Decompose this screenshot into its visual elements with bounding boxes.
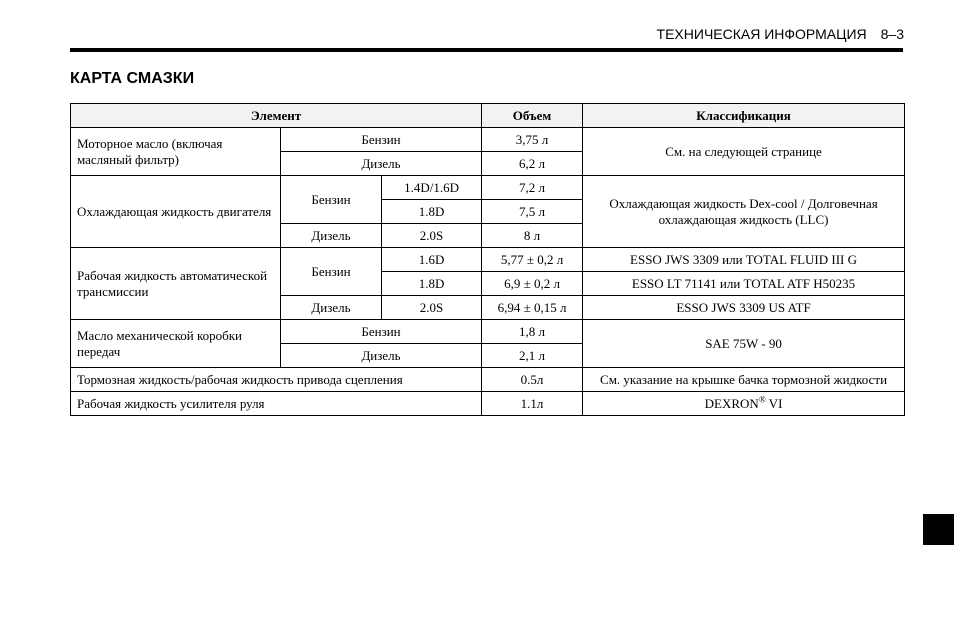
coolant-petrol: Бензин xyxy=(281,176,382,224)
header-classification: Классификация xyxy=(583,104,905,128)
engine-oil-diesel: Дизель xyxy=(281,152,482,176)
coolant-classification: Охлаждающая жидкость Dex-cool / Долговечная охлаждающая жидкость (LLC) xyxy=(583,176,905,248)
table-row xyxy=(71,320,905,344)
lubrication-table xyxy=(70,103,905,416)
atf-class-2: ESSO LT 71141 или TOTAL ATF H50235 xyxy=(583,272,905,296)
engine-oil-diesel-volume: 6,2 л xyxy=(482,152,583,176)
table-row xyxy=(71,368,905,392)
engine-oil-petrol-volume: 3,75 л xyxy=(482,128,583,152)
chapter-tab-marker xyxy=(923,514,954,545)
manual-gearbox-label: Масло механической коробки передач xyxy=(71,320,281,368)
coolant-engine-3: 2.0S xyxy=(382,224,482,248)
atf-volume-3: 6,94 ± 0,15 л xyxy=(482,296,583,320)
atf-label: Рабочая жидкость автоматической трансмиссии xyxy=(71,248,281,320)
table-row xyxy=(71,128,905,152)
power-steering-class-name: DEXRON xyxy=(704,395,759,411)
atf-volume-2: 6,9 ± 0,2 л xyxy=(482,272,583,296)
header-element: Элемент xyxy=(71,104,482,128)
registered-mark: ® xyxy=(758,394,766,405)
manual-gearbox-diesel-volume: 2,1 л xyxy=(482,344,583,368)
engine-oil-label: Моторное масло (включая масляный фильтр) xyxy=(71,128,281,176)
coolant-volume-3: 8 л xyxy=(482,224,583,248)
manual-gearbox-petrol-volume: 1,8 л xyxy=(482,320,583,344)
coolant-diesel: Дизель xyxy=(281,224,382,248)
page-number: 8–3 xyxy=(880,26,904,42)
coolant-volume-2: 7,5 л xyxy=(482,200,583,224)
atf-class-1: ESSO JWS 3309 или TOTAL FLUID III G xyxy=(583,248,905,272)
atf-class-3: ESSO JWS 3309 US ATF xyxy=(583,296,905,320)
coolant-label: Охлаждающая жидкость двигателя xyxy=(71,176,281,248)
coolant-engine-1: 1.4D/1.6D xyxy=(382,176,482,200)
power-steering-volume: 1.1л xyxy=(482,392,583,416)
engine-oil-petrol: Бензин xyxy=(281,128,482,152)
manual-gearbox-classification: SAE 75W - 90 xyxy=(583,320,905,368)
header-rule xyxy=(70,48,903,52)
brake-fluid-classification: См. указание на крышке бачка тормозной жидкости xyxy=(583,368,905,392)
coolant-engine-2: 1.8D xyxy=(382,200,482,224)
atf-engine-3: 2.0S xyxy=(382,296,482,320)
atf-diesel: Дизель xyxy=(281,296,382,320)
running-header xyxy=(657,26,904,42)
brake-fluid-label: Тормозная жидкость/рабочая жидкость привода сцепления xyxy=(71,368,482,392)
section-name: ТЕХНИЧЕСКАЯ ИНФОРМАЦИЯ xyxy=(656,26,867,42)
power-steering-class-suffix: VI xyxy=(765,395,783,411)
table-row xyxy=(71,392,905,416)
atf-petrol: Бензин xyxy=(281,248,382,296)
manual-gearbox-diesel: Дизель xyxy=(281,344,482,368)
header-volume: Объем xyxy=(482,104,583,128)
atf-volume-1: 5,77 ± 0,2 л xyxy=(482,248,583,272)
table-header-row xyxy=(71,104,905,128)
coolant-volume-1: 7,2 л xyxy=(482,176,583,200)
atf-engine-2: 1.8D xyxy=(382,272,482,296)
table-row xyxy=(71,176,905,200)
power-steering-classification xyxy=(583,392,905,416)
engine-oil-classification: См. на следующей странице xyxy=(583,128,905,176)
atf-engine-1: 1.6D xyxy=(382,248,482,272)
brake-fluid-volume: 0.5л xyxy=(482,368,583,392)
page-title: КАРТА СМАЗКИ xyxy=(70,70,195,87)
manual-gearbox-petrol: Бензин xyxy=(281,320,482,344)
power-steering-label: Рабочая жидкость усилителя руля xyxy=(71,392,482,416)
table-row xyxy=(71,248,905,272)
